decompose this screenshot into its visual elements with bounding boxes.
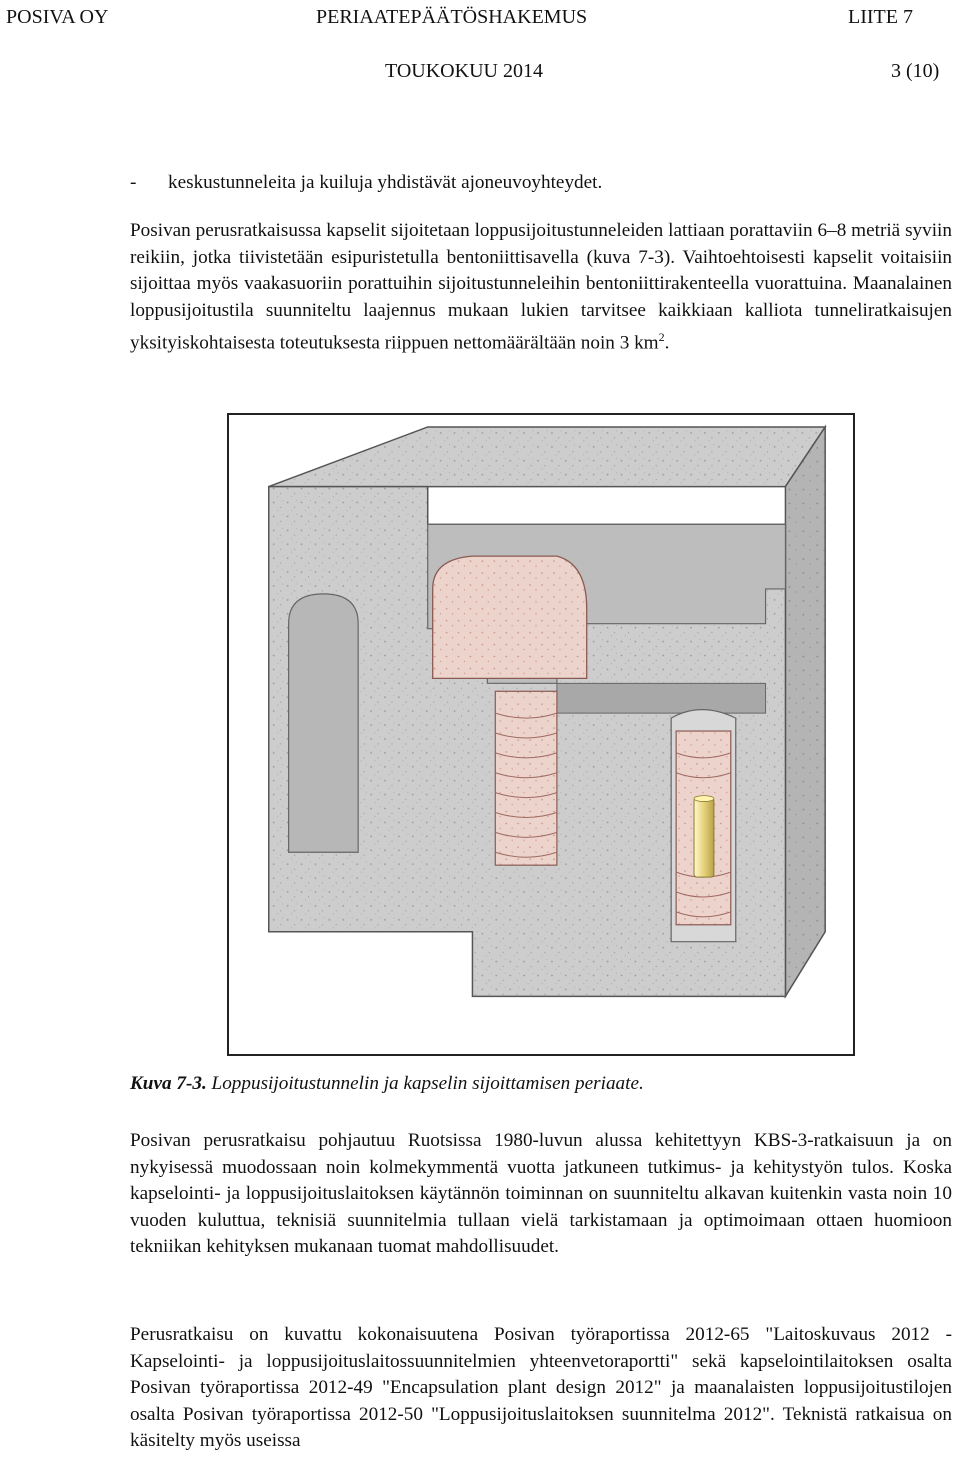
paragraph-3 [130,1322,952,1455]
caption-text: Loppusijoitustunnelin ja kapselin sijoittamisen periaate. [211,1073,644,1094]
paragraph-1-text: Posivan perusratkaisussa kapselit sijoitetaan loppusijoitustunneleiden lattiaan porattaviin 6–8 metriä syviin reikiin, jotka tiivistetään esipuristetulla bentoniittisavella (kuva 7-3). Vaihtoehtoisesti kapselit voitaisiin sijoittaa myös vaakasuoriin porattuihin sijoitustunneleihin bentoniittirakenteella vuorattuina. Maanalainen loppusijoitustila suunniteltu laajennus mukaan lukien tarvitsee kaikkiaan kalliota tunneliratkaisujen yksityiskohtaisesta toteutuksesta riippuen nettomäärältään noin 3 km [130,220,952,354]
tunnel-floor [557,683,766,713]
caption-label: Kuva 7-3. [130,1073,207,1094]
superscript-2: 2 [658,330,665,345]
paragraph-2 [130,1128,952,1261]
paragraph-1-end: . [664,332,670,354]
paragraph-2-text: Posivan perusratkaisu pohjautuu Ruotsissa 1980-luvun alussa kehitettyyn KBS-3-ratkaisuun ja on nykyisessä muodossaan noin kolmekymmentä vuotta jatkuneen tutkimus- ja kehitystyön tulos. Koska kapselointi- ja loppusijoituslaitoksen käytännön toiminnan on suunniteltu alkavan kuitenkin vasta noin 10 vuoden kuluttua, teknisiä suunnitelmia tullaan vielä tarkistamaan ja optimoimaan ottaen huomioon tekniikan kehityksen mukanaan tuomat mahdollisuudet. [130,1130,952,1258]
figure-deposition-tunnel [227,413,855,1056]
header-document-title: PERIAATEPÄÄTÖSHAKEMUS [316,6,588,28]
bullet-text: keskustunneleita ja kuiluja yhdistävät ajoneuvoyhteydet. [168,172,603,193]
header-date: TOUKOKUU 2014 [385,60,543,82]
canister [694,798,714,877]
canister-top [694,796,714,802]
rock-top-face [269,427,825,487]
header-appendix: LIITE 7 [848,6,913,28]
bullet-dash: - [130,172,137,193]
backfill-block [433,556,587,678]
header-company: POSIVA OY [6,6,109,28]
paragraph-1 [130,218,952,357]
paragraph-3-text: Perusratkaisu on kuvattu kokonaisuutena Posivan työraportissa 2012-65 "Laitoskuvaus 2012 - Kapselointi- ja loppusijoituslaitossuunnitelmien yhteenvetoraportti" sekä kapselointilaitoksen osalta Posivan työraportissa 2012-49 "Encapsulation plant design 2012" ja maanalaisten loppusijoitustilojen osalta Posivan työraportissa 2012-50 "Loppusijoituslaitoksen suunnitelma 2012". Teknistä ratkaisua on käsitelty myös useissa [130,1324,952,1452]
rock-right-face [785,427,825,996]
deposition-illustration [229,415,853,1054]
figure-caption [130,1071,644,1097]
left-shaft [289,594,359,852]
header-page-number: 3 (10) [891,60,940,82]
bullet-item [130,170,602,196]
